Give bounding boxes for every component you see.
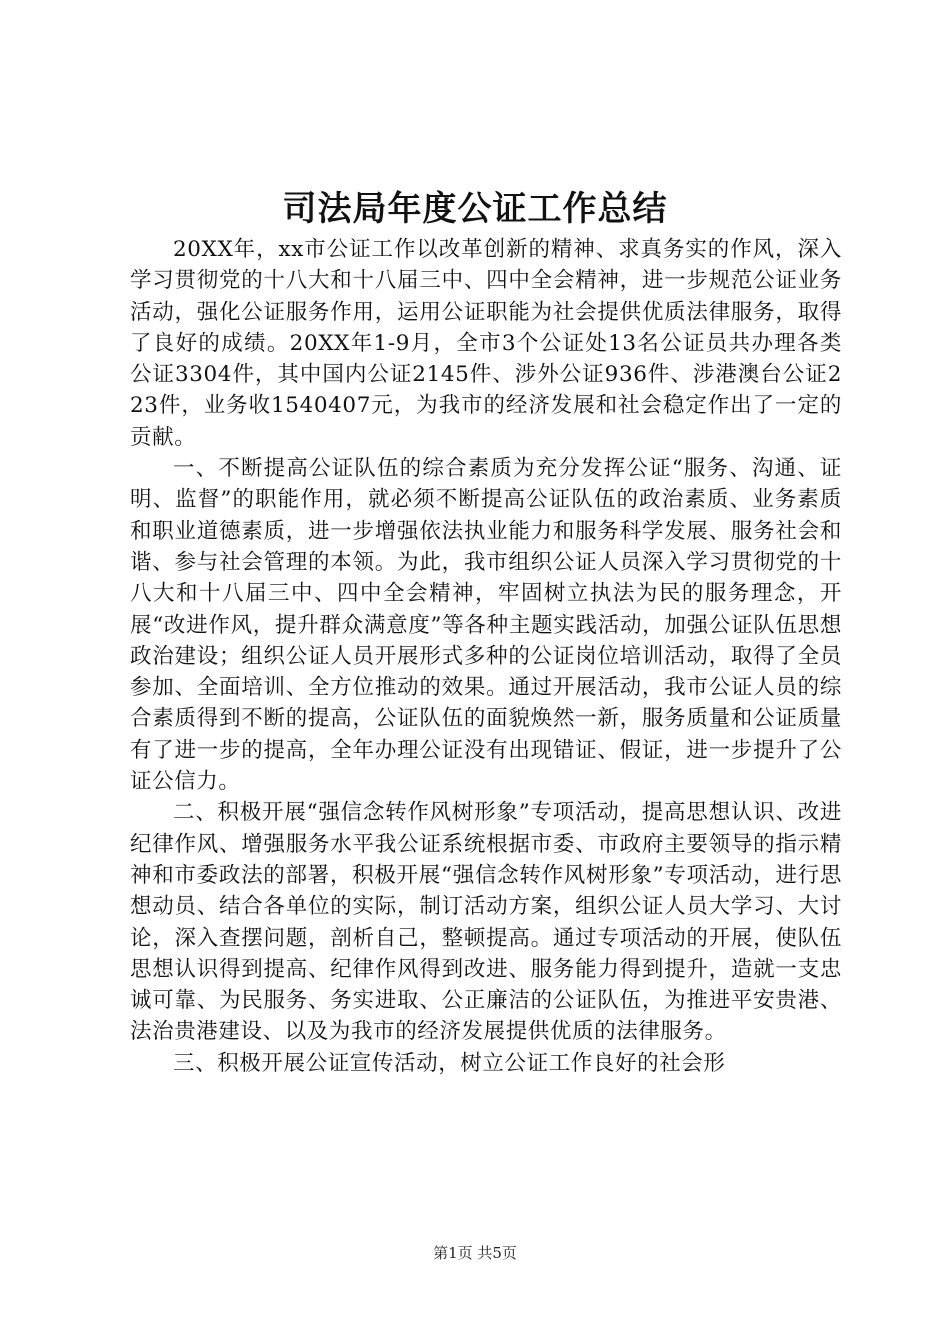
document-title: 司法局年度公证工作总结 xyxy=(282,189,668,229)
paragraph-intro: 20XX年，xx市公证工作以改革创新的精神、求真务实的作风，深入学习贯彻党的十八大和十八届三中、四中全会精神，进一步规范公证业务活动，强化公证服务作用，运用公证职能为社会提供优质法律服务，取得了良好的成绩。20XX年1-9月，全市3个公证处13名公证员共办理各类公证3304件，其中国内公证2145件、涉外公证936件、涉港澳台公证223件，业务收1540407元，为我市的经济发展和社会稳定作出了一定的贡献。 xyxy=(130,237,842,450)
paragraph-section-1: 一、不断提高公证队伍的综合素质为充分发挥公证“服务、沟通、证明、监督”的职能作用，就必须不断提高公证队伍的政治素质、业务素质和职业道德素质，进一步增强依法执业能力和服务科学发展、服务社会和谐、参与社会管理的本领。为此，我市组织公证人员深入学习贯彻党的十八大和十八届三中、四中全会精神，牢固树立执法为民的服务理念，开展“改进作风，提升群众满意度”等各种主题实践活动，加强公证队伍思想政治建设；组织公证人员开展形式多种的公证岗位培训活动，取得了全员参加、全面培训、全方位推动的效果。通过开展活动，我市公证人员的综合素质得到不断的提高，公证队伍的面貌焕然一新，服务质量和公证质量有了进一步的提高，全年办理公证没有出现错证、假证，进一步提升了公证公信力。 xyxy=(130,456,842,795)
page-footer: 第1页 共5页 xyxy=(433,1244,517,1262)
paragraph-section-3: 三、积极开展公证宣传活动，树立公证工作良好的社会形 xyxy=(173,1050,726,1076)
document-body xyxy=(130,234,842,1079)
paragraph-section-2: 二、积极开展“强信念转作风树形象”专项活动，提高思想认识、改进纪律作风、增强服务水平我公证系统根据市委、市政府主要领导的指示精神和市委政法的部署，积极开展“强信念转作风树形象”专项活动，进行思想动员、结合各单位的实际，制订活动方案，组织公证人员大学习、大讨论，深入查摆问题，剖析自己，整顿提高。通过专项活动的开展，使队伍思想认识得到提高、纪律作风得到改进、服务能力得到提升，造就一支忠诚可靠、为民服务、务实进取、公正廉洁的公证队伍，为推进平安贵港、法治贵港建设、以及为我市的经济发展提供优质的法律服务。 xyxy=(130,800,842,1045)
